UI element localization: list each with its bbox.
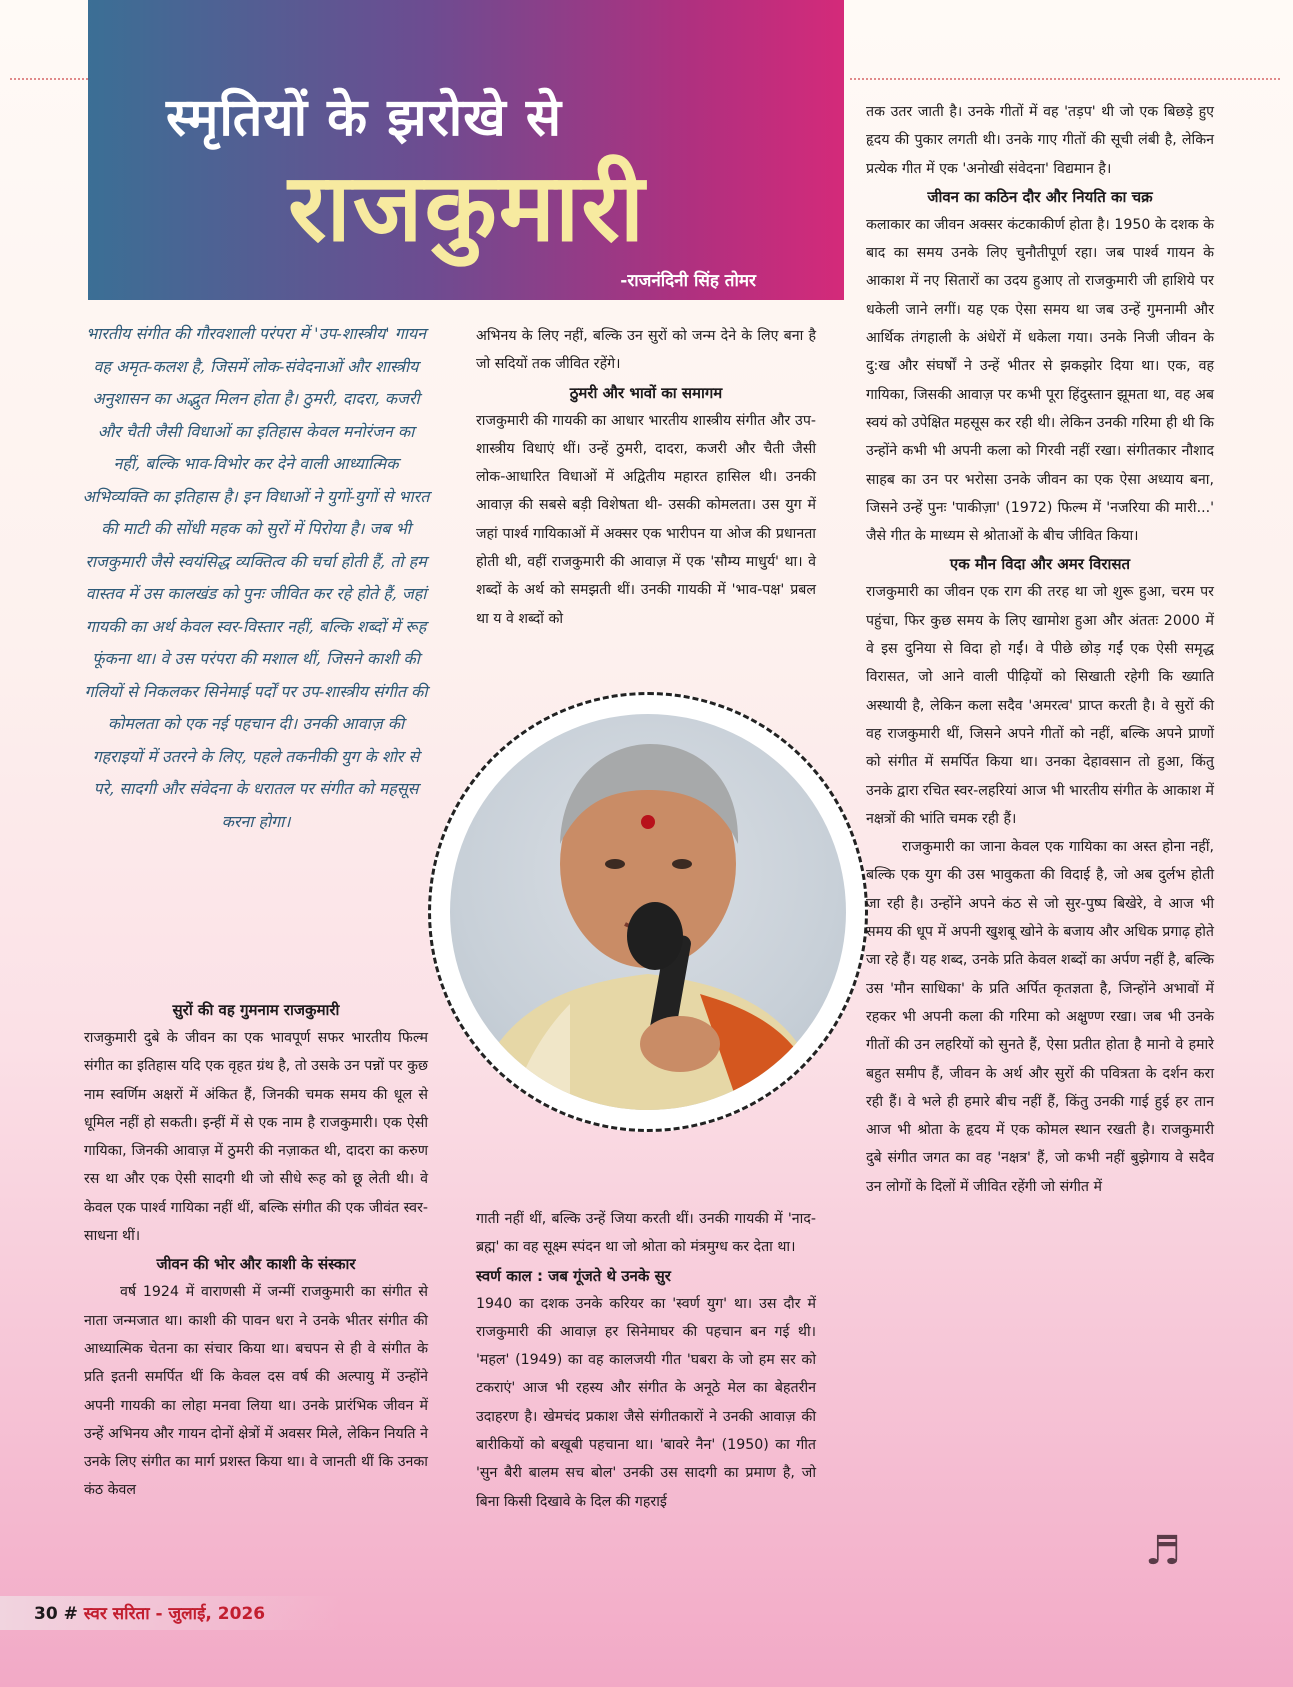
paragraph: राजकुमारी का जीवन एक राग की तरह था जो शुरू हुआ, चरम पर पहुंचा, फिर कुछ समय के लिए खामोश हुआ और अंततः 2000 में वे इस दुनिया से विदा हो गईं। वे पीछे छोड़ गईं एक ऐसी समृद्ध विरासत, जो आने वाली पीढ़ियों को सिखाती रहेगी कि ख्याति अस्थायी है, लेकिन कला सदैव 'अमरत्व' प्राप्त करती है। वे सुरों की वह राजकुमारी थीं, जिसने अपने गीतों को नहीं, बल्कि अपने प्राणों को संगीत में समर्पित किया था। उनका देहावसान तो हुआ, किंतु उनके द्वारा रचित स्वर-लहरियां आज भी भारतीय संगीत के आकाश में नक्षत्रों की भांति चमक रही हैं। xyxy=(866,584,1214,827)
paragraph: तक उतर जाती है। उनके गीतों में वह 'तड़प' थी जो एक बिछड़े हुए हृदय की पुकार लगती थी। उनके गाए गीतों की सूची लंबी है, लेकिन प्रत्येक गीत में एक 'अनोखी संवेदना' विद्यमान है। xyxy=(866,104,1214,177)
page-footer xyxy=(0,1596,340,1630)
column-right xyxy=(866,98,1214,1201)
paragraph: राजकुमारी का जाना केवल एक गायिका का अस्त होना नहीं, बल्कि एक युग की उस भावुकता की विदाई है, जो अब दुर्लभ होती जा रही है। उन्होंने अपने कंठ से जो सुर-पुष्प बिखेरे, वे आज भी समय की धूप में अपनी खुशबू खोने के बजाय और अधिक प्रगाढ़ होते जा रहे हैं। यह शब्द, उनके प्रति केवल शब्दों का अर्पण नहीं है, बल्कि उस 'मौन साधिका' के प्रति अर्पित कृतज्ञता है, जिन्होंने अभावों में रहकर भी अपनी कला की गरिमा को अक्षुण्ण रखा। जब भी उनके गीतों की उन लहरियों को सुनते हैं, ऐसा प्रतीत होता है मानो वे हमारे बहुत समीप हैं, जीवन के अर्थ और सुरों की पवित्रता के दर्शन करा रही हैं। वे भले ही हमारे बीच नहीं हैं, किंतु उनकी गाई हुई हर तान आज भी श्रोता के हृदय में एक कोमल स्थान रखती है। राजकुमारी दुबे संगीत जगत का वह 'नक्षत्र' हैं, जो कभी नहीं बुझेगाय वे सदैव उन लोगों के दिलों में जीवित रहेंगी जो संगीत में xyxy=(866,839,1214,1195)
byline: -राजनंदिनी सिंह तोमर xyxy=(620,271,756,291)
paragraph: अभिनय के लिए नहीं, बल्कि उन सुरों को जन्म देने के लिए बना है जो सदियों तक जीवित रहेंगे। xyxy=(476,328,816,373)
paragraph: राजकुमारी दुबे के जीवन का एक भावपूर्ण सफर भारतीय फिल्म संगीत का इतिहास यदि एक वृहत ग्रंथ है, तो उसके उन पन्नों पर कुछ नाम स्वर्णिम अक्षरों में अंकित हैं, जिनकी चमक समय की धूल से धूमिल नहीं हो सकती। इन्हीं में से एक नाम है राजकुमारी। एक ऐसी गायिका, जिनकी आवाज़ में ठुमरी की नज़ाकत थी, दादरा का करुण रस था और एक ऐसी सादगी थी जो सीधे रूह को छू लेती थी। वे केवल एक पार्श्व गायिका नहीं थीं, बल्कि संगीत की एक जीवंत स्वर-साधना थीं। xyxy=(84,1030,428,1245)
decorative-wave-right xyxy=(850,78,1280,84)
article-title: राजकुमारी xyxy=(288,154,647,263)
page-number: 30 # xyxy=(34,1604,78,1624)
music-note-icon: ♬ xyxy=(1145,1528,1181,1574)
paragraph: गाती नहीं थीं, बल्कि उन्हें जिया करती थीं। उनकी गायकी में 'नाद-ब्रह्म' का वह सूक्ष्म स्पंदन था जो श्रोता को मंत्रमुग्ध कर देता था। xyxy=(476,1211,816,1256)
paragraph: राजकुमारी की गायकी का आधार भारतीय शास्त्रीय संगीत और उप-शास्त्रीय विधाएं थीं। उन्हें ठुमरी, दादरा, कजरी और चैती जैसी लोक-आधारित विधाओं में अद्वितीय महारत हासिल थी। उनकी आवाज़ की सबसे बड़ी विशेषता थी- उसकी कोमलता। उस युग में जहां पार्श्व गायिकाओं में अक्सर एक भारीपन या ओज की प्रधानता होती थी, वहीं राजकुमारी की आवाज़ में एक 'सौम्य माधुर्य' था। वे शब्दों के अर्थ को समझती थीं। उनकी गायकी में 'भाव-पक्ष' प्रबल था य वे शब्दों को xyxy=(476,412,816,627)
intro-paragraph: भारतीय संगीत की गौरवशाली परंपरा में 'उप-शास्त्रीय' गायन वह अमृत-कलश है, जिसमें लोक-संवेदनाओं और शास्त्रीय अनुशासन का अद्भुत मिलन होता है। ठुमरी, दादरा, कजरी और चैती जैसी विधाओं का इतिहास केवल मनोरंजन का नहीं, बल्कि भाव-विभोर कर देने वाली आध्यात्मिक अभिव्यक्ति का इतिहास है। इन विधाओं ने युगों-युगों से भारत की माटी की सोंधी महक को सुरों में पिरोया है। जब भी राजकुमारी जैसे स्वयंसिद्ध व्यक्तित्व की चर्चा होती हैं, तो हम वास्तव में उस कालखंड को पुनः जीवित कर रहे होते हैं, जहां गायकी का अर्थ केवल स्वर-विस्तार नहीं, बल्कि शब्दों में रूह फूंकना था। वे उस परंपरा की मशाल थीं, जिसने काशी की गलियों से निकलकर सिनेमाई पर्दों पर उप-शास्त्रीय संगीत की कोमलता को एक नई पहचान दी। उनकी आवाज़ की गहराइयों में उतरने के लिए, पहले तकनीकी युग के शोर से परे, सादगी और संवेदना के धरातल पर संगीत को महसूस करना होगा। xyxy=(82,324,430,831)
portrait-illustration xyxy=(450,714,846,1110)
paragraph: वर्ष 1924 में वाराणसी में जन्मीं राजकुमारी का संगीत से नाता जन्मजात था। काशी की पावन धरा ने उनके भीतर संगीत की आध्यात्मिक चेतना का संचार किया था। बचपन से ही वे संगीत के प्रति इतनी समर्पित थीं कि केवल दस वर्ष की अल्पायु में उन्होंने अपनी गायकी का लोहा मनवा लिया था। उनके प्रारंभिक जीवन में उन्हें अभिनय और गायन दोनों क्षेत्रों में अवसर मिले, लेकिन नियति ने उनके लिए संगीत का मार्ग प्रशस्त किया था। वे जानती थीं कि उनका कंठ केवल xyxy=(84,1284,428,1499)
column-middle-top xyxy=(476,322,816,633)
headline: स्मृतियों के झरोखे से xyxy=(166,88,563,148)
column-middle-bottom xyxy=(476,1205,816,1516)
section-heading: जीवन का कठिन दौर और नियति का चक्र xyxy=(927,187,1153,206)
decorative-wave-left xyxy=(10,78,88,84)
magazine-name: स्वर सरिता - जुलाई, 2026 xyxy=(83,1604,266,1624)
paragraph: कलाकार का जीवन अक्सर कंटकाकीर्ण होता है। 1950 के दशक के बाद का समय उनके लिए चुनौतीपूर्ण रहा। जब पार्श्व गायन के आकाश में नए सितारों का उदय हुआए तो राजकुमारी जी हाशिये पर धकेली जाने लगीं। यह एक ऐसा समय था जब उन्हें गुमनामी और आर्थिक तंगहाली के अंधेरों में धकेला गया। उनके निजी जीवन के दु:ख और संघर्षों ने उन्हें भीतर से झकझोर दिया था। एक, वह गायिका, जिसकी आवाज़ पर कभी पूरा हिंदुस्तान झूमता था, वह अब स्वयं को उपेक्षित महसूस कर रही थी। लेकिन उनकी गरिमा ही थी कि उन्होंने कभी भी अपनी कला को गिरवी नहीं रखा। संगीतकार नौशाद साहब का उन पर भरोसा उनके जीवन का एक ऐसा अध्याय बना, जिसने उन्हें पुनः 'पाकीज़ा' (1972) फिल्म में 'नजरिया की मारी...' जैसे गीत के माध्यम से श्रोताओं के बीच जीवित किया। xyxy=(866,216,1214,545)
section-heading: जीवन की भोर और काशी के संस्कार xyxy=(156,1255,356,1274)
portrait-photo xyxy=(450,714,846,1110)
section-heading: ठुमरी और भावों का समागम xyxy=(569,383,723,402)
title-banner xyxy=(88,0,844,300)
section-heading: स्वर्ण काल : जब गूंजते थे उनके सुर xyxy=(476,1266,671,1285)
section-heading: एक मौन विदा और अमर विरासत xyxy=(949,555,1131,574)
paragraph: 1940 का दशक उनके करियर का 'स्वर्ण युग' था। उस दौर में राजकुमारी की आवाज़ हर सिनेमाघर की पहचान बन गई थी। 'महल' (1949) का वह कालजयी गीत 'घबरा के जो हम सर को टकराएं' आज भी रहस्य और संगीत के अनूठे मेल का बेहतरीन उदाहरण है। खेमचंद प्रकाश जैसे संगीतकारों ने उनकी आवाज़ की बारीकियों को बखूबी पहचाना था। 'बावरे नैन' (1950) का गीत 'सुन बैरी बालम सच बोल' उनकी उस सादगी का प्रमाण है, जो बिना किसी दिखावे के दिल की गहराई xyxy=(476,1295,816,1510)
column-left xyxy=(84,996,428,1505)
section-heading: सुरों की वह गुमनाम राजकुमारी xyxy=(172,1001,340,1019)
